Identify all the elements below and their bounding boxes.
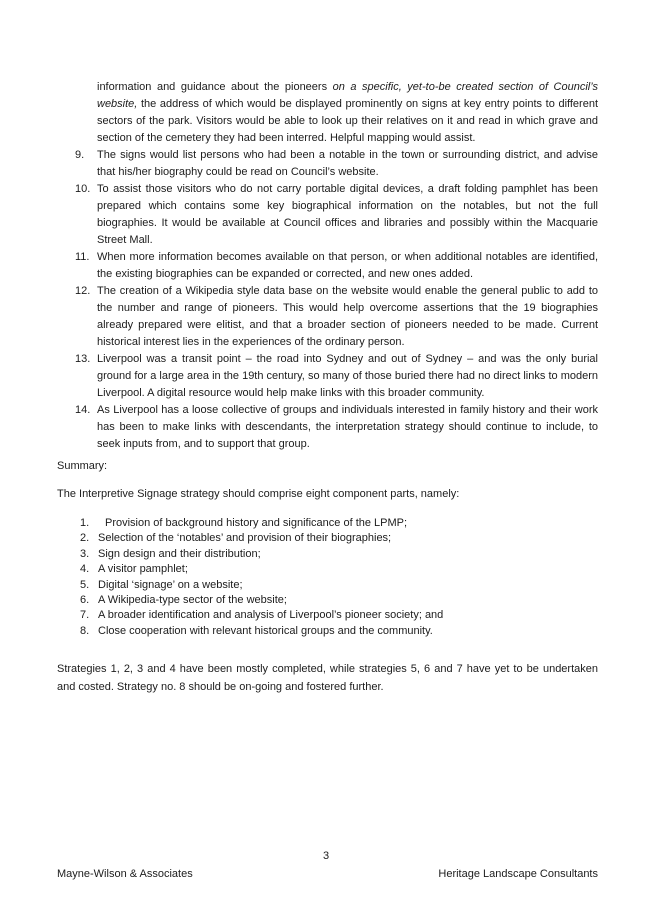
component-item-number: 2. — [80, 532, 90, 545]
component-item-text: Digital ‘signage’ on a website; — [98, 578, 243, 591]
component-item-text: A broader identification and analysis of Liverpool’s pioneer society; and — [98, 609, 444, 622]
component-item-1 — [57, 516, 598, 531]
list-item-text: When more information becomes available on that person, or when additional notables are identified, the existing biographies can be expanded or corrected, and new ones added. — [97, 251, 598, 280]
component-item-text: Provision of background history and significance of the LPMP; — [105, 517, 408, 529]
component-item-8 — [57, 624, 598, 639]
component-item-6 — [57, 593, 598, 608]
intro-text-end: the address of which would be displayed prominently on signs at key entry points to different sectors of the park. Visitors would be able to look up their relatives on it and read in which grave and section of the cemetery they had been interred. Helpful mapping would assist. — [97, 98, 598, 144]
component-item-4 — [57, 562, 598, 577]
page-number: 3 — [322, 850, 330, 862]
list-item-10 — [57, 181, 598, 249]
list-item-text: The signs would list persons who had been a notable in the town or surrounding district, and advise that his/her biography could be read on Council’s website. — [97, 149, 598, 178]
list-item-12 — [57, 283, 598, 351]
list-item-11 — [57, 249, 598, 283]
intro-text-start: information and guidance about the pioneers — [97, 81, 333, 93]
intro-text-italic: on a specific, yet-to-be created section of Council’s website, — [97, 81, 598, 110]
list-item-number: 13. — [75, 353, 91, 365]
component-item-2 — [57, 531, 598, 546]
list-item-9 — [57, 147, 598, 181]
footer-author-right: Heritage Landscape Consultants — [438, 868, 598, 880]
component-item-text: A Wikipedia-type sector of the website; — [98, 594, 287, 607]
component-item-number: 4. — [80, 563, 90, 576]
page-footer — [57, 868, 598, 880]
list-item-14 — [57, 402, 598, 453]
list-item-number: 14. — [75, 404, 91, 416]
list-item-text: To assist those visitors who do not carry portable digital devices, a draft folding pamphlet has been prepared which contains some key biographical information on the notables, but not the full biographies. It would be available at Council offices and libraries and possibly within the Macquarie Street Mall. — [97, 183, 598, 246]
list-item-text: The creation of a Wikipedia style data base on the website would enable the general public to add to the number and range of pioneers. This would help overcome assertions that the 19 biographies already prepared were elitist, and that a broader section of pioneers needed to be made. Current historical interest lies in the experiences of the ordinary person. — [97, 285, 598, 348]
list-item-text: As Liverpool has a loose collective of groups and individuals interested in family history and their work has been to make links with descendants, the interpretation strategy should continue to include, to seek inputs from, and to support that group. — [97, 404, 598, 450]
intro-paragraph — [57, 79, 598, 147]
list-item-number: 11. — [75, 251, 90, 263]
list-item-number: 9. — [75, 149, 85, 161]
component-item-number: 1. — [80, 517, 90, 529]
numbered-list-9-14 — [57, 147, 598, 453]
component-item-text: Sign design and their distribution; — [98, 547, 261, 560]
component-item-3 — [57, 547, 598, 562]
component-list-1-8 — [57, 516, 598, 639]
footer-author-left: Mayne-Wilson & Associates — [57, 868, 193, 880]
list-item-number: 12. — [75, 285, 91, 297]
component-item-number: 5. — [80, 578, 90, 591]
list-item-number: 10. — [75, 183, 91, 195]
component-item-text: Selection of the ‘notables’ and provision of their biographies; — [98, 532, 392, 545]
summary-heading: Summary: — [57, 460, 108, 472]
closing-paragraph: Strategies 1, 2, 3 and 4 have been mostly completed, while strategies 5, 6 and 7 have yet to be undertaken and costed. Strategy no. 8 should be on-going and fostered further. — [57, 663, 598, 694]
component-item-7 — [57, 608, 598, 623]
component-item-number: 6. — [80, 594, 90, 607]
component-item-5 — [57, 578, 598, 593]
component-item-number: 7. — [80, 609, 90, 622]
list-item-13 — [57, 351, 598, 402]
document-content — [57, 0, 598, 696]
component-item-text: A visitor pamphlet; — [98, 563, 188, 576]
list-item-text: Liverpool was a transit point – the road into Sydney and out of Sydney – and was the only burial ground for a large area in the 19th century, so many of those buried there had no direct links to modern Liverpool. A digital resource would help make links with this broader community. — [97, 353, 598, 399]
component-item-number: 3. — [80, 547, 90, 560]
summary-lead-paragraph: The Interpretive Signage strategy should comprise eight component parts, namely: — [57, 488, 460, 500]
component-item-number: 8. — [80, 624, 90, 637]
component-item-text: Close cooperation with relevant historical groups and the community. — [98, 624, 433, 637]
